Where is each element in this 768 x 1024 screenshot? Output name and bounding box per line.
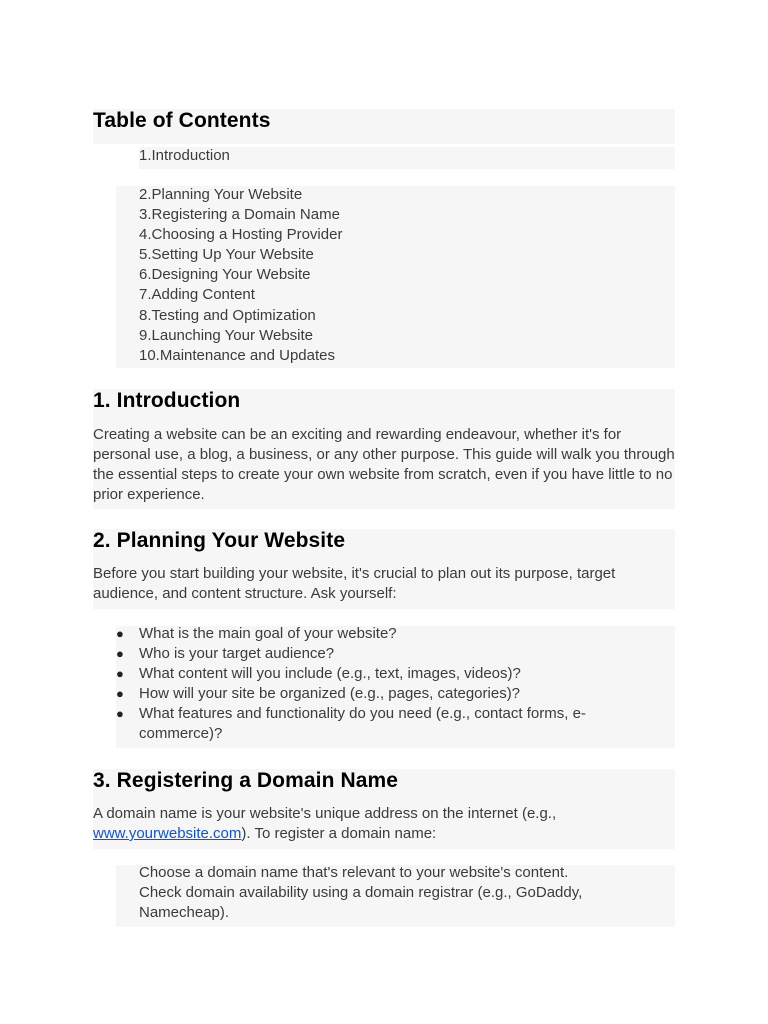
section-introduction	[93, 389, 675, 509]
planning-questions-list	[116, 626, 675, 748]
toc-item-introduction[interactable]: 1.Introduction	[139, 147, 230, 164]
domain-steps-list	[116, 865, 675, 927]
bullet-icon: ●	[116, 646, 124, 661]
list-item: ● Who is your target audience?	[116, 645, 335, 662]
toc-item-planning[interactable]: 2.Planning Your Website	[139, 186, 303, 203]
toc-item-launching[interactable]: 9.Launching Your Website	[139, 326, 314, 344]
list-item: ● How will your site be organized (e.g., pages, categories)?	[116, 685, 521, 702]
toc-item-maintenance[interactable]: 10.Maintenance and Updates	[139, 346, 335, 364]
bullet-icon: ●	[116, 706, 124, 721]
toc-item-designing[interactable]: 6.Designing Your Website	[139, 266, 311, 284]
introduction-paragraph: Creating a website can be an exciting and rewarding endeavour, whether it's for personal use, a blog, a business, or any other purpose. This guide will walk you through the essential steps to create your own website from scratch, even if you have little to no prior experience.	[93, 426, 675, 503]
list-item: ● What is the main goal of your website?	[116, 625, 397, 642]
list-item: Check domain availability using a domain registrar (e.g., GoDaddy, Namecheap).	[139, 884, 583, 921]
list-item: ● What content will you include (e.g., text, images, videos)?	[116, 665, 521, 682]
domain-paragraph: A domain name is your website's unique address on the internet (e.g., www.yourwebsite.com). To register a domain name:	[93, 805, 557, 842]
toc-list-first	[139, 147, 675, 169]
toc-list	[116, 186, 675, 368]
list-item: ● What features and functionality do you need (e.g., contact forms, e-commerce)?	[116, 705, 586, 742]
section-heading-introduction: 1. Introduction	[93, 389, 241, 412]
toc-item-hosting[interactable]: 4.Choosing a Hosting Provider	[139, 226, 343, 244]
section-heading-planning: 2. Planning Your Website	[93, 529, 346, 552]
list-item: Choose a domain name that's relevant to your website's content.	[139, 864, 569, 881]
example-domain-link[interactable]: www.yourwebsite.com	[93, 825, 242, 842]
section-heading-domain: 3. Registering a Domain Name	[93, 769, 399, 792]
planning-paragraph: Before you start building your website, it's crucial to plan out its purpose, target audience, and content structure. Ask yourself:	[93, 565, 616, 602]
toc-item-domain[interactable]: 3.Registering a Domain Name	[139, 206, 340, 224]
section-domain	[93, 769, 675, 849]
bullet-icon: ●	[116, 666, 124, 681]
toc-item-setup[interactable]: 5.Setting Up Your Website	[139, 246, 314, 264]
toc-item-content[interactable]: 7.Adding Content	[139, 286, 255, 304]
bullet-icon: ●	[116, 626, 124, 641]
bullet-icon: ●	[116, 686, 124, 701]
toc-heading-block	[93, 109, 675, 144]
section-planning	[93, 529, 675, 609]
toc-item-testing[interactable]: 8.Testing and Optimization	[139, 306, 316, 324]
toc-title: Table of Contents	[93, 109, 271, 132]
